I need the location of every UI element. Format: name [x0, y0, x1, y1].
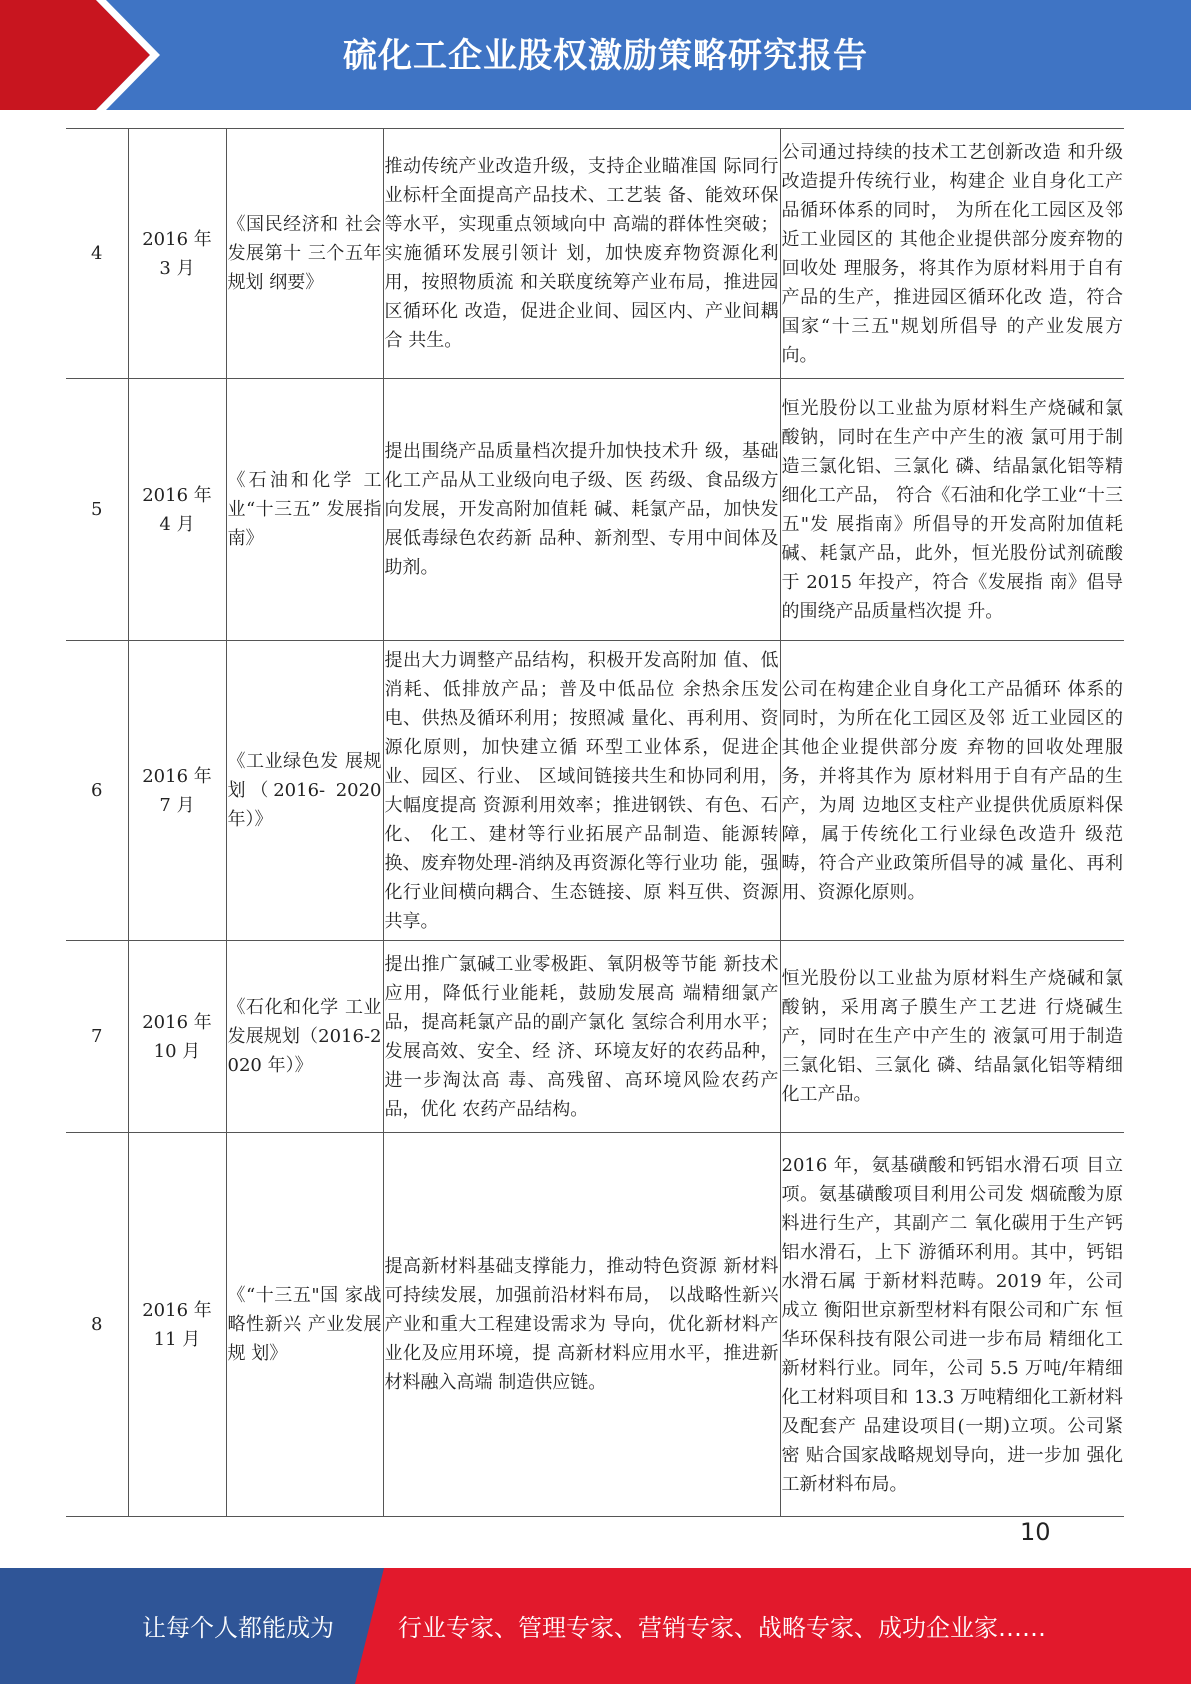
company-relevance-cell: 公司通过持续的技术工艺创新改造 和升级改造提升传统行业，构建企 业自身化工产品循环体系的同时， 为所在化工园区及邻近工业园区的 其他企业提供部分废弃物的回收处 理服务，将其作为原材料用于自有 产品的生产，推进园区循环化改 造，符合国家“十三五"规划所倡导 的产业发展方向。: [780, 129, 1124, 379]
row-number-cell: 5: [66, 379, 128, 641]
date-cell: 2016 年 11 月: [128, 1133, 226, 1517]
row-number-cell: 4: [66, 129, 128, 379]
policy-content-cell: 提出推广氯碱工业零极距、氧阴极等节能 新技术应用，降低行业能耗，鼓励发展高 端精细氯产品，提高耗氯产品的副产氯化 氢综合利用水平；发展高效、安全、经 济、环境友好的农药品种，进一步淘汰高 毒、高残留、高环境风险农药产品，优化 农药产品结构。: [383, 941, 780, 1133]
page-footer: [0, 1568, 1191, 1684]
row-number-cell: 7: [66, 941, 128, 1133]
policy-name-cell: 《工业绿色发 展规划（2016- 2020 年）》: [226, 641, 383, 941]
table-row: [66, 129, 1124, 379]
date-cell: 2016 年 10 月: [128, 941, 226, 1133]
policy-name-cell: 《“十三五"国 家战略性新兴 产业发展规 划》: [226, 1133, 383, 1517]
policy-table-container: [66, 128, 1124, 1517]
table-row: [66, 941, 1124, 1133]
row-number-cell: 8: [66, 1133, 128, 1517]
page-number: 10: [1020, 1518, 1051, 1546]
date-cell: 2016 年 3 月: [128, 129, 226, 379]
policy-content-cell: 提高新材料基础支撑能力，推动特色资源 新材料可持续发展，加强前沿材料布局， 以战略性新兴产业和重大工程建设需求为 导向，优化新材料产业化及应用环境，提 高新材料应用水平，推进新材料融入高端 制造供应链。: [383, 1133, 780, 1517]
policy-table-body: [66, 129, 1124, 1517]
footer-slogan-left: 让每个人都能成为: [142, 1614, 334, 1642]
policy-content-cell: 提出大力调整产品结构，积极开发高附加 值、低消耗、低排放产品；普及中低品位 余热余压发电、供热及循环利用；按照减 量化、再利用、资源化原则，加快建立循 环型工业体系，促进企业、园区、行业、 区域间链接共生和协同利用，大幅度提高 资源利用效率；推进钢铁、有色、石化、 化工、建材等行业拓展产品制造、能源转 换、废弃物处理-消纳及再资源化等行业功 能，强化行业间横向耦合、生态链接、原 料互供、资源共享。: [383, 641, 780, 941]
policy-name-cell: 《国民经济和 社会发展第十 三个五年规划 纲要》: [226, 129, 383, 379]
policy-content-cell: 提出围绕产品质量档次提升加快技术升 级，基础化工产品从工业级向电子级、医 药级、食品级方向发展，开发高附加值耗 碱、耗氯产品，加快发展低毒绿色农药新 品种、新剂型、专用中间体及助剂。: [383, 379, 780, 641]
date-cell: 2016 年 7 月: [128, 641, 226, 941]
table-row: [66, 641, 1124, 941]
policy-table: [66, 128, 1124, 1517]
policy-name-cell: 《石油和化学 工业“十三五” 发展指南》: [226, 379, 383, 641]
table-row: [66, 1133, 1124, 1517]
row-number-cell: 6: [66, 641, 128, 941]
table-row: [66, 379, 1124, 641]
policy-name-cell: 《石化和化学 工业发展规划（2016-2020 年）》: [226, 941, 383, 1133]
company-relevance-cell: 2016 年，氨基磺酸和钙铝水滑石项 目立项。氨基磺酸项目利用公司发 烟硫酸为原料进行生产，其副产二 氧化碳用于生产钙铝水滑石，上下 游循环利用。其中，钙铝水滑石属 于新材料范畴。2019 年，公司成立 衡阳世京新型材料有限公司和广东 恒华环保科技有限公司进一步布局 精细化工新材料行业。同年，公司 5.5 万吨/年精细化工材料项目和 13.3 万吨精细化工新材料及配套产 品建设项目(一期)立项。公司紧密 贴合国家战略规划导向，进一步加 强化工新材料布局。: [780, 1133, 1124, 1517]
company-relevance-cell: 公司在构建企业自身化工产品循环 体系的同时，为所在化工园区及邻 近工业园区的其他企业提供部分废 弃物的回收处理服务，并将其作为 原材料用于自有产品的生产，为周 边地区支柱产业提供优质原料保 障，属于传统化工行业绿色改造升 级范畴，符合产业政策所倡导的减 量化、再利用、资源化原则。: [780, 641, 1124, 941]
page-header: [0, 0, 1191, 110]
company-relevance-cell: 恒光股份以工业盐为原材料生产烧碱和氯酸钠，采用离子膜生产工艺进 行烧碱生产，同时在生产中产生的 液氯可用于制造三氯化铝、三氯化 磷、结晶氯化铝等精细化工产品。: [780, 941, 1124, 1133]
policy-content-cell: 推动传统产业改造升级，支持企业瞄准国 际同行业标杆全面提高产品技术、工艺装 备、能效环保等水平，实现重点领域向中 高端的群体性突破；实施循环发展引领计 划，加快废弃物资源化利用，按照物质流 和关联度统筹产业布局，推进园区循环化 改造，促进企业间、园区内、产业间耦合 共生。: [383, 129, 780, 379]
footer-slogan-right: 行业专家、管理专家、营销专家、战略专家、成功企业家……: [398, 1614, 1046, 1642]
date-cell: 2016 年 4 月: [128, 379, 226, 641]
company-relevance-cell: 恒光股份以工业盐为原材料生产烧碱和氯酸钠，同时在生产中产生的液 氯可用于制造三氯化铝、三氯化 磷、结晶氯化铝等精细化工产品， 符合《石油和化学工业“十三五"发 展指南》所倡导的开发高附加值耗 碱、耗氯产品，此外，恒光股份试剂硫酸于 2015 年投产，符合《发展指 南》倡导的围绕产品质量档次提 升。: [780, 379, 1124, 641]
page-title: 硫化工企业股权激励策略研究报告: [343, 36, 868, 76]
